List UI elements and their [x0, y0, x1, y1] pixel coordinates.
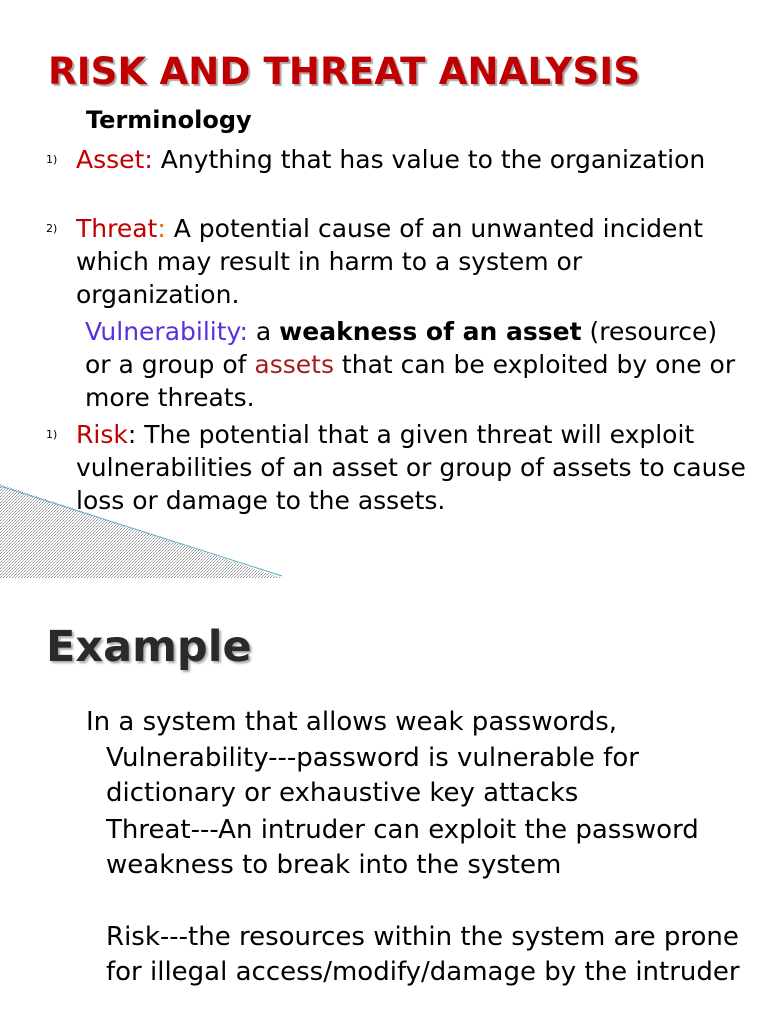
term-threat-colon: :	[157, 214, 166, 243]
term-threat: Threat	[76, 214, 158, 243]
definition-risk: The potential that a given threat will exploit vulnerabilities of an asset or group of assets to cause loss or damage to the assets.	[76, 420, 746, 515]
list-number: 1)	[46, 428, 58, 441]
list-item-threat	[46, 212, 736, 311]
definition-vulnerability-b: (resource) or a group of	[85, 317, 718, 379]
definition-vulnerability-a: a	[247, 317, 280, 346]
subheading-terminology: Terminology	[86, 106, 252, 134]
example-title: Example	[46, 622, 252, 672]
definition-asset: Anything that has value to the organization	[152, 145, 706, 174]
list-item-asset	[46, 143, 736, 176]
example-vulnerability: Vulnerability---password is vulnerable for dictionary or exhaustive key attacks	[106, 743, 639, 808]
term-vulnerability: Vulnerability:	[85, 317, 248, 346]
term-risk-colon: :	[127, 420, 137, 449]
term-risk: Risk	[76, 420, 128, 449]
example-threat: Threat---An intruder can exploit the password weakness to break into the system	[106, 815, 699, 880]
slide-example	[0, 578, 768, 1024]
definition-threat: A potential cause of an unwanted incident which may result in harm to a system or organization.	[76, 214, 704, 309]
example-risk: Risk---the resources within the system are prone for illegal access/modify/damage by the intruder	[106, 922, 740, 987]
list-number: 1)	[46, 153, 58, 166]
decorative-hatch-triangle	[0, 484, 285, 578]
definition-vulnerability-assets: assets	[254, 350, 334, 379]
definition-vulnerability-bold: weakness of an asset	[279, 317, 582, 346]
list-number: 2)	[46, 222, 58, 235]
definition-vulnerability-c: that can be exploited by one or more threats.	[85, 350, 736, 412]
term-asset: Asset:	[76, 145, 153, 174]
slide-title: RISK AND THREAT ANALYSIS	[48, 50, 641, 93]
example-intro: In a system that allows weak passwords,	[86, 707, 618, 737]
list-item-vulnerability	[85, 315, 745, 414]
